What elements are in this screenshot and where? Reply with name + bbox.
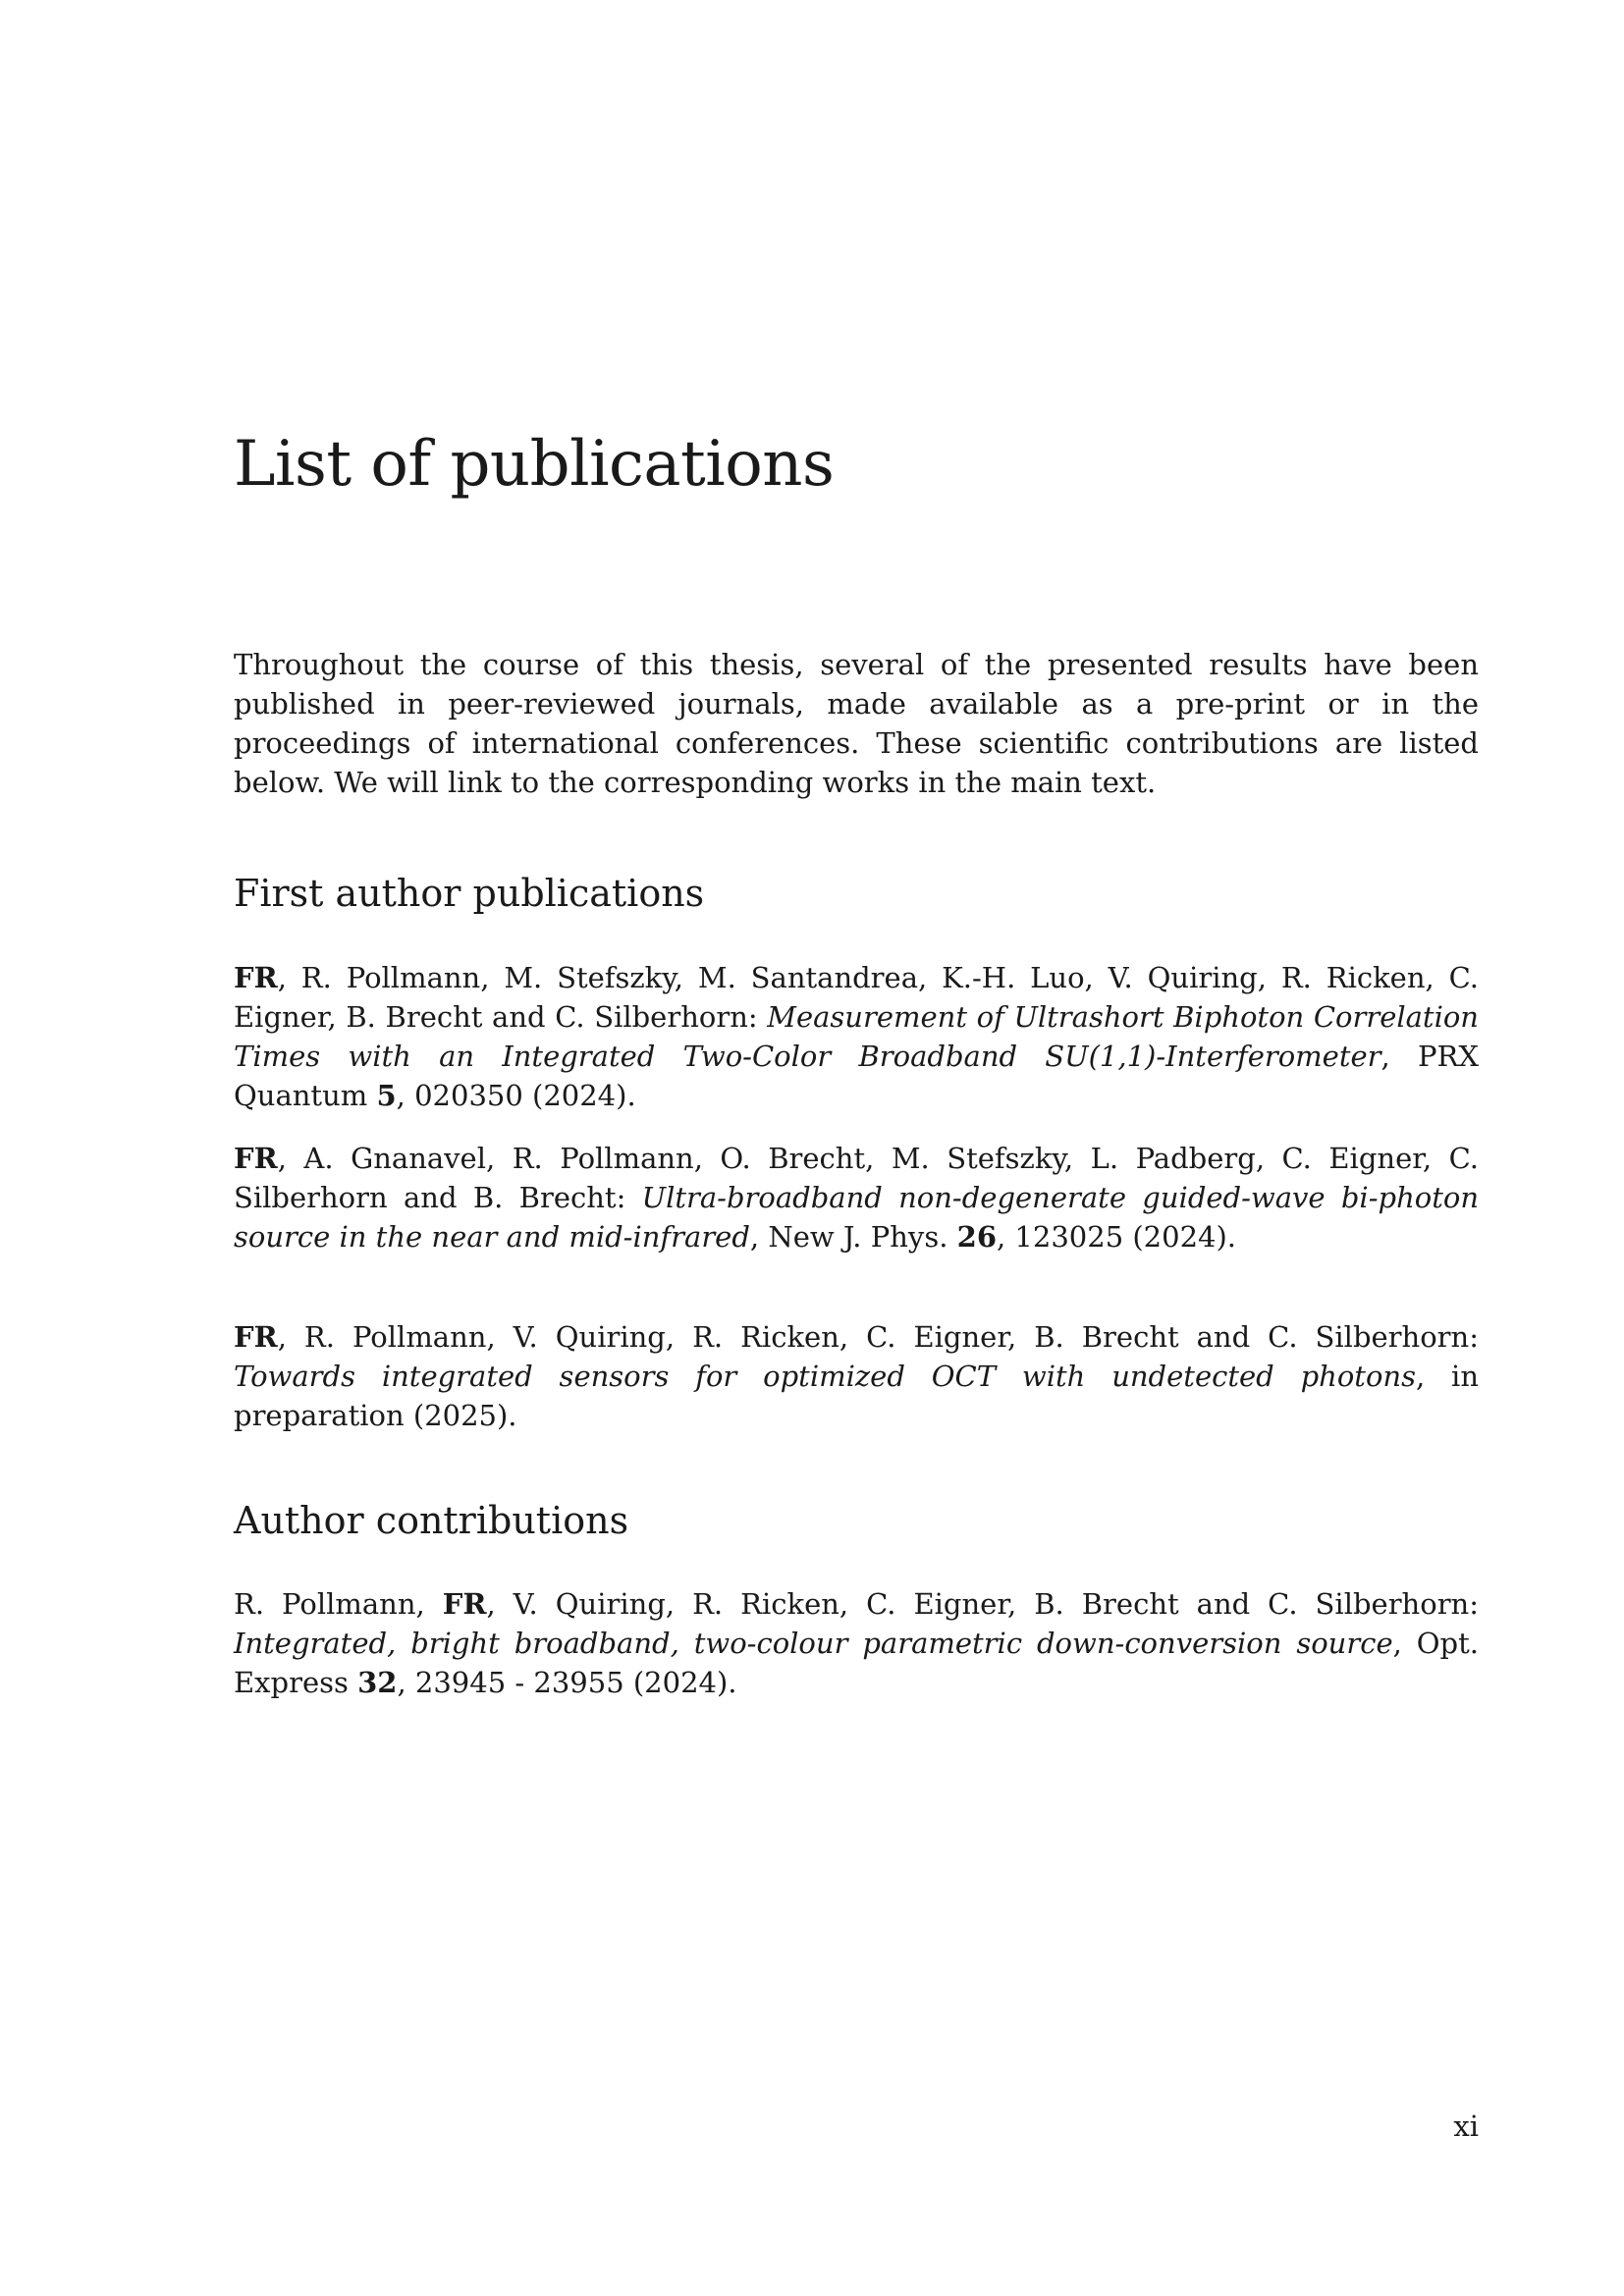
intro-paragraph: Throughout the course of this thesis, several of the presented results have been published in peer-reviewed journals, made available as a pre-print or in the proceedings of international conferences. These scientific contributions are listed below. We will link to the corresponding works in the main text. xyxy=(234,648,1479,799)
publication-details: , 123025 (2024). xyxy=(997,1220,1237,1254)
document-page xyxy=(234,0,1479,2296)
highlight-author: FR xyxy=(442,1587,487,1621)
page-number: xi xyxy=(1453,2109,1479,2143)
contribution-entry xyxy=(234,1584,1479,1702)
publication-details: , 020350 (2024). xyxy=(396,1079,636,1112)
section-heading-author-contributions: Author contributions xyxy=(234,1499,629,1542)
section-heading-first-author: First author publications xyxy=(234,872,705,915)
publication-entry xyxy=(234,1317,1479,1435)
publication-title: Measurement of Ultrashort Biphoton Correlation Times with an Integrated Two-Color Broadband SU(1,1)-Interferometer xyxy=(234,1000,1479,1073)
coauthors: , R. Pollmann, M. Stefszky, M. Santandrea, K.-H. Luo, V. Quiring, R. Ricken, C. Eigner, B. Brecht and C. Silberhorn: xyxy=(234,961,1479,1034)
journal-volume: 32 xyxy=(357,1666,398,1699)
journal-name: , PRX Quantum xyxy=(234,1040,1479,1112)
coauthors: , A. Gnanavel, R. Pollmann, O. Brecht, M. Stefszky, L. Padberg, C. Eigner, C. Silberhorn and B. Brecht: xyxy=(234,1142,1479,1214)
publication-details: , in preparation (2025). xyxy=(234,1360,1480,1432)
lead-author: FR xyxy=(234,961,278,994)
coauthors: , R. Pollmann, V. Quiring, R. Ricken, C. Eigner, B. Brecht and C. Silberhorn: xyxy=(277,1320,1479,1354)
publication-title: Ultra-broadband non-degenerate guided-wave bi-photon source in the near and mid-infrared xyxy=(234,1181,1479,1254)
journal-name: , Opt. Express xyxy=(234,1627,1479,1699)
page-title: List of publications xyxy=(234,428,835,501)
lead-author: FR xyxy=(234,1142,278,1175)
publication-entry xyxy=(234,1139,1479,1256)
journal-volume: 26 xyxy=(956,1220,997,1254)
publication-title: Integrated, bright broadband, two-colour parametric down-conversion source xyxy=(234,1627,1393,1660)
publication-entry xyxy=(234,958,1479,1115)
authors-after: , V. Quiring, R. Ricken, C. Eigner, B. Brecht and C. Silberhorn: xyxy=(486,1587,1480,1621)
journal-volume: 5 xyxy=(376,1079,397,1112)
journal-name: , New J. Phys. xyxy=(749,1220,957,1254)
publication-details: , 23945 - 23955 (2024). xyxy=(397,1666,737,1699)
authors-before: R. Pollmann, xyxy=(234,1587,443,1621)
lead-author: FR xyxy=(234,1320,278,1354)
publication-title: Towards integrated sensors for optimized OCT with undetected photons xyxy=(234,1360,1416,1393)
